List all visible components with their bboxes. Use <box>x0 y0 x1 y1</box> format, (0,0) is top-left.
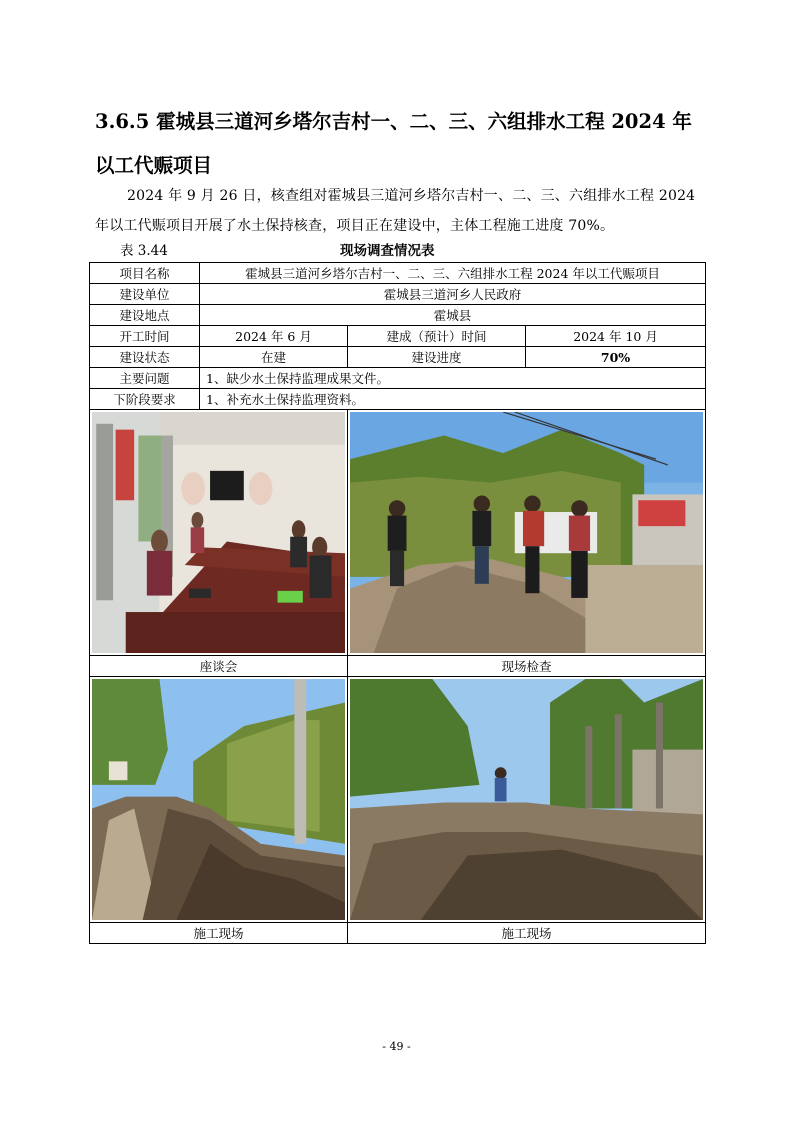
finish-label: 建成（预计）时间 <box>348 326 526 347</box>
body-paragraph: 2024 年 9 月 26 日，核查组对霍城县三道河乡塔尔吉村一、二、三、六组排水工程 2024 年以工代赈项目开展了水土保持核查，项目正在建设中，主体工程施工进度 70%。 <box>95 188 696 234</box>
progress-label: 建设进度 <box>348 347 526 368</box>
photo-caption: 施工现场 <box>90 923 348 944</box>
start-value: 2024 年 6 月 <box>200 326 348 347</box>
caption-row <box>90 656 706 677</box>
table-row <box>90 326 706 347</box>
photo-cell <box>348 677 706 923</box>
construction-site-photo <box>350 679 703 920</box>
issues-label: 主要问题 <box>90 368 200 389</box>
table-number: 表 3.44 <box>120 243 168 259</box>
finish-value: 2024 年 10 月 <box>526 326 706 347</box>
photo-cell <box>90 677 348 923</box>
unit-value: 霍城县三道河乡人民政府 <box>200 284 706 305</box>
unit-label: 建设单位 <box>90 284 200 305</box>
section-heading: 3.6.5 霍城县三道河乡塔尔吉村一、二、三、六组排水工程 2024 年以工代赈项目 <box>95 110 692 177</box>
table-row <box>90 305 706 326</box>
survey-table <box>89 262 706 944</box>
start-label: 开工时间 <box>90 326 200 347</box>
site-inspection-photo <box>350 412 703 653</box>
caption-row <box>90 923 706 944</box>
location-label: 建设地点 <box>90 305 200 326</box>
construction-site-photo <box>92 679 345 920</box>
photo-cell <box>90 410 348 656</box>
table-row <box>90 284 706 305</box>
table-row <box>90 263 706 284</box>
table-row <box>90 389 706 410</box>
photo-row <box>90 677 706 923</box>
status-value: 在建 <box>200 347 348 368</box>
project-name-label: 项目名称 <box>90 263 200 284</box>
next-label: 下阶段要求 <box>90 389 200 410</box>
photo-caption: 座谈会 <box>90 656 348 677</box>
photo-caption: 施工现场 <box>348 923 706 944</box>
issues-value: 1、缺少水土保持监理成果文件。 <box>200 368 706 389</box>
photo-row <box>90 410 706 656</box>
next-value: 1、补充水土保持监理资料。 <box>200 389 706 410</box>
project-name-value: 霍城县三道河乡塔尔吉村一、二、三、六组排水工程 2024 年以工代赈项目 <box>200 263 706 284</box>
location-value: 霍城县 <box>200 305 706 326</box>
meeting-photo <box>92 412 345 653</box>
table-row <box>90 368 706 389</box>
table-row <box>90 347 706 368</box>
progress-value: 70% <box>526 347 706 368</box>
status-label: 建设状态 <box>90 347 200 368</box>
photo-cell <box>348 410 706 656</box>
table-title: 现场调查情况表 <box>340 243 435 259</box>
photo-caption: 现场检查 <box>348 656 706 677</box>
page-number: - 49 - <box>382 1040 411 1053</box>
